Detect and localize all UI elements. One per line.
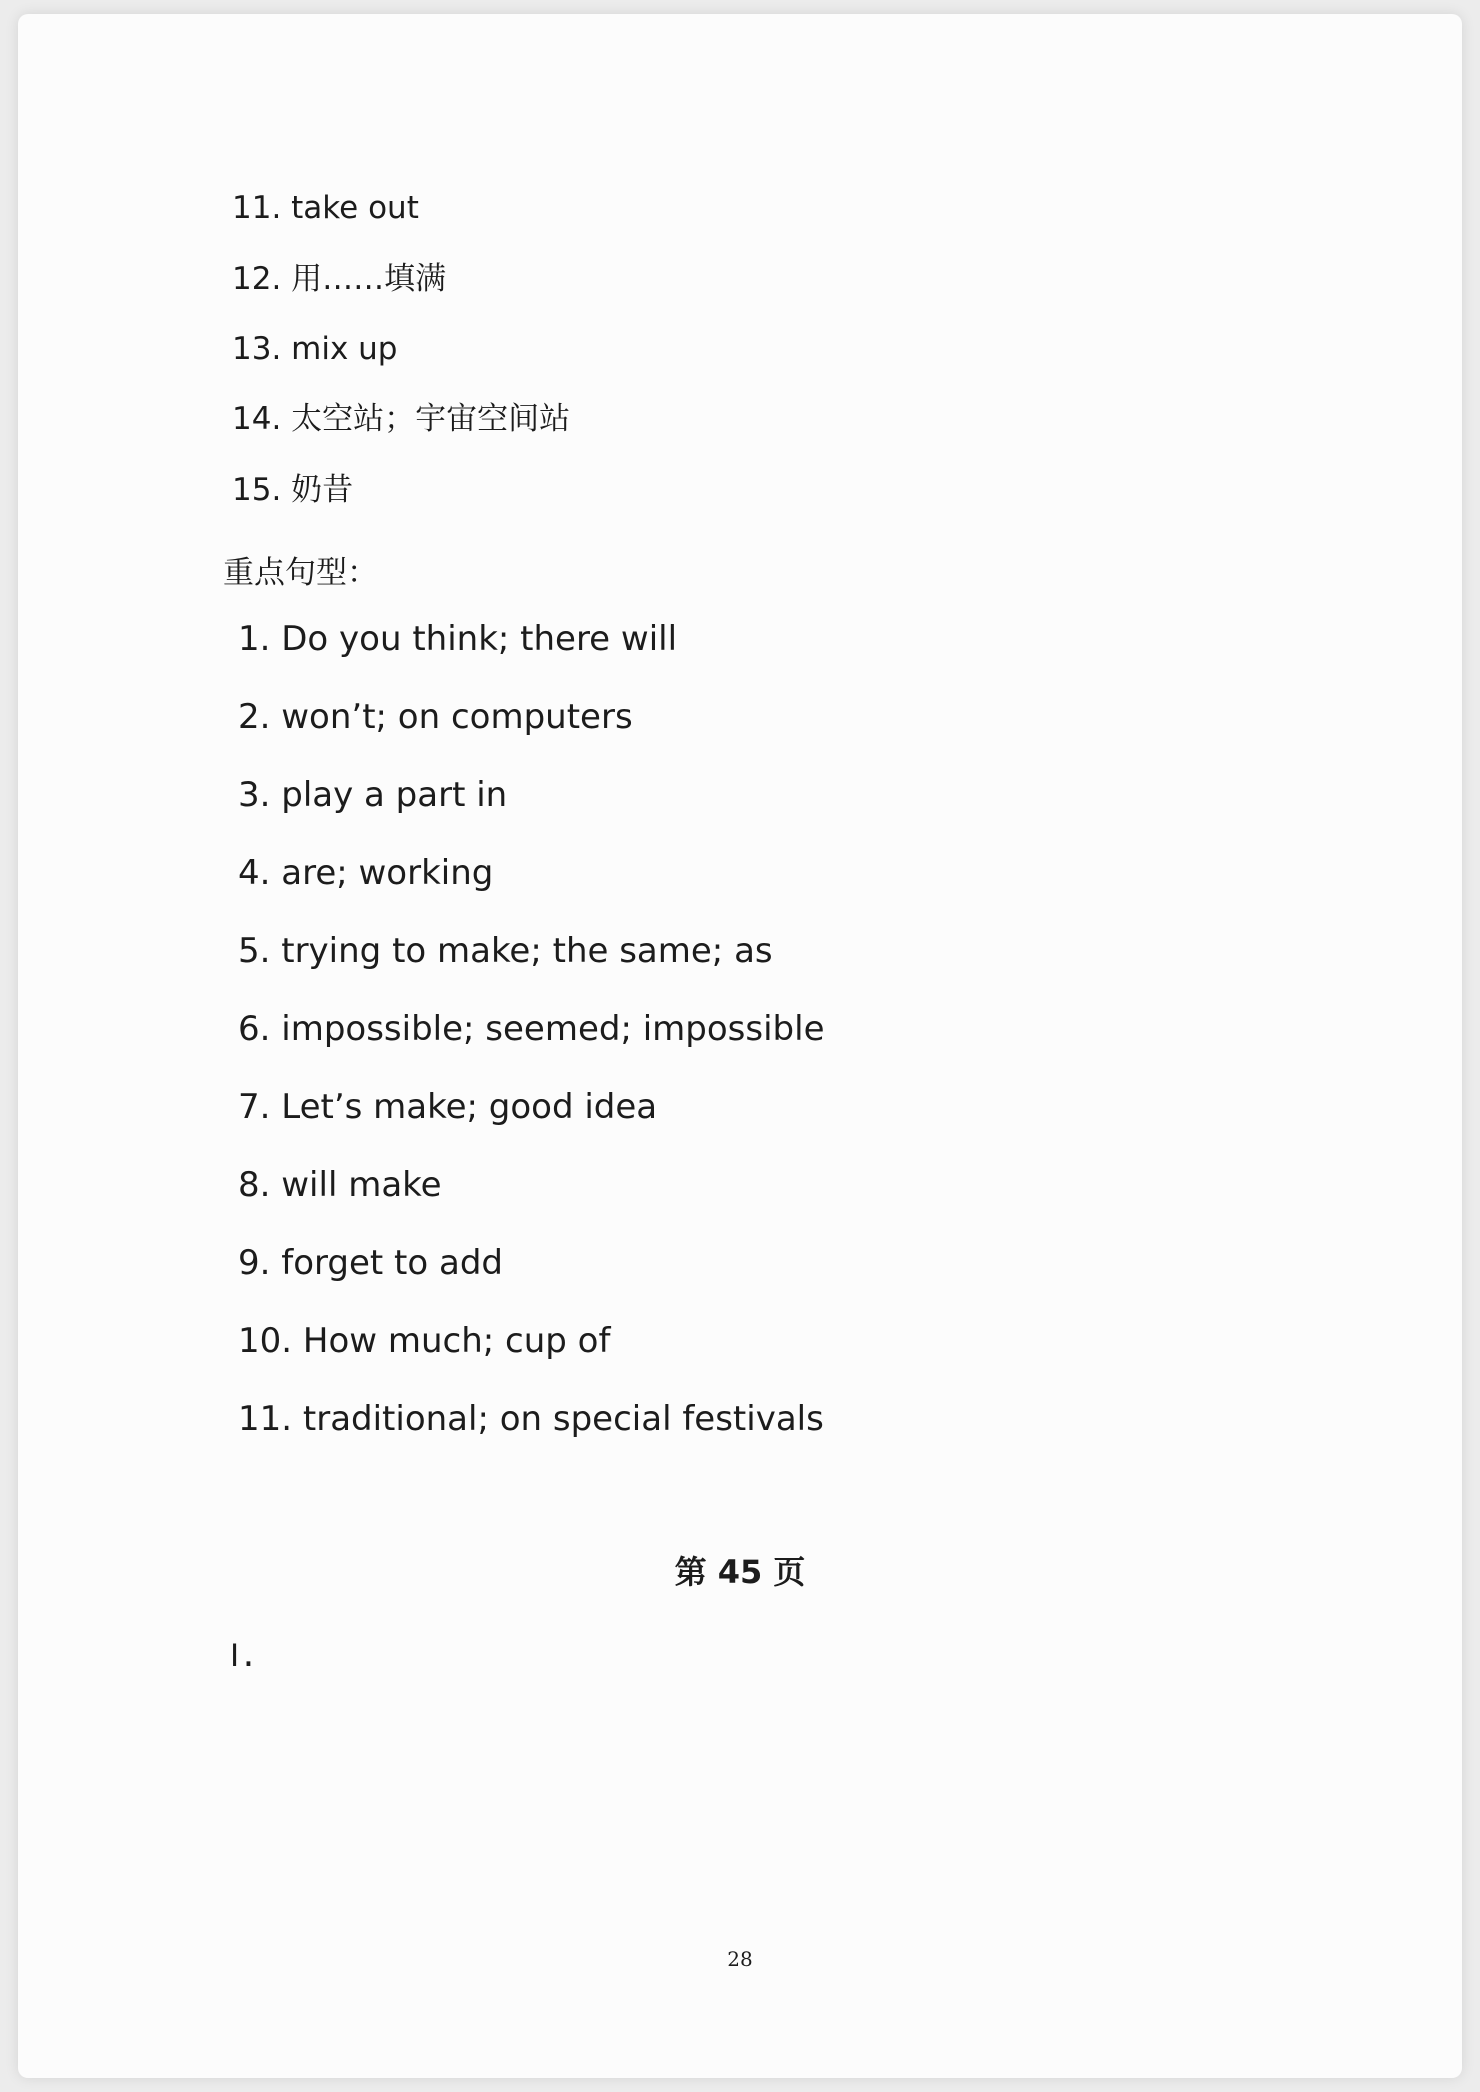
sentence-answer-item: 11. traditional; on special festivals — [238, 1399, 824, 1439]
sentence-answer-item: 9. forget to add — [238, 1243, 503, 1283]
sentence-answer-item: 2. won’t; on computers — [238, 697, 633, 737]
sentence-answer-item: 6. impossible; seemed; impossible — [238, 1009, 825, 1049]
sentence-answer-item: 10. How much; cup of — [238, 1321, 611, 1361]
page-number: 28 — [727, 1947, 753, 1971]
vocab-answer-item: 15. 奶昔 — [232, 472, 354, 508]
sentence-answer-item: 5. trying to make; the same; as — [238, 931, 773, 971]
sentence-answer-item: 7. Let’s make; good idea — [238, 1087, 658, 1127]
document-page — [18, 14, 1462, 2078]
vocab-answer-item: 12. 用……填满 — [232, 261, 447, 297]
key-sentences-heading: 重点句型： — [223, 555, 378, 591]
page-section-heading: 第 45 页 — [674, 1553, 806, 1591]
vocab-answer-item: 11. take out — [232, 190, 419, 226]
sentence-answer-item: 3. play a part in — [238, 775, 508, 815]
vocab-answer-item: 13. mix up — [232, 331, 398, 367]
sentence-answer-item: 1. Do you think; there will — [238, 619, 678, 659]
sentence-answer-item: 4. are; working — [238, 853, 494, 893]
sentence-answer-item: 8. will make — [238, 1165, 442, 1205]
vocab-answer-item: 14. 太空站；宇宙空间站 — [232, 401, 571, 437]
exercise-roman-numeral: Ⅰ. — [230, 1638, 258, 1674]
